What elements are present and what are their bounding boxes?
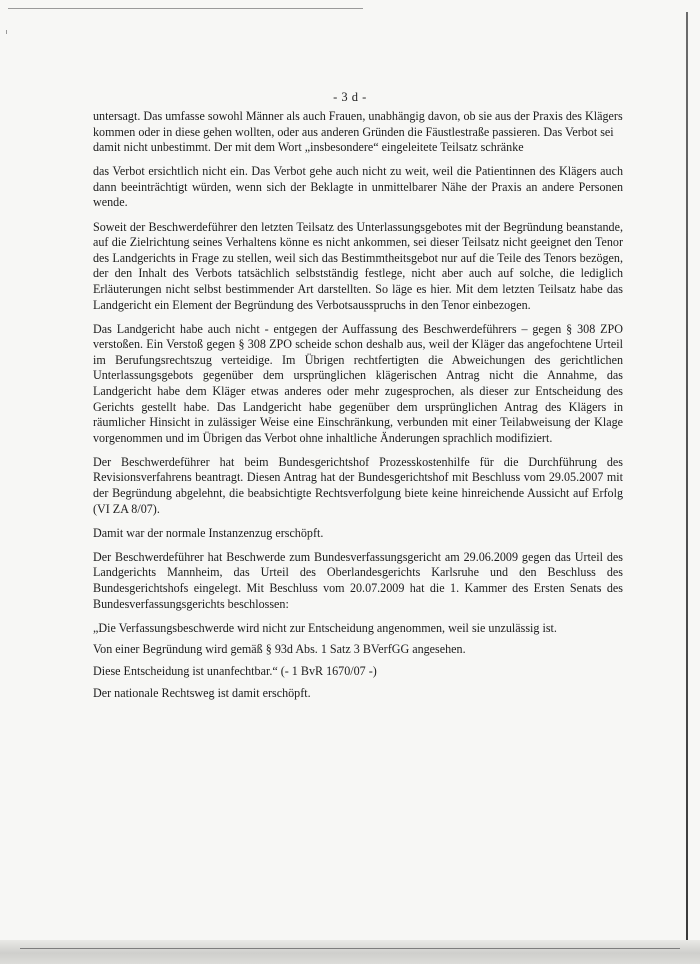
- quote-line-2: Von einer Begründung wird gemäß § 93d Abs. 1 Satz 3 BVerfGG angesehen.: [93, 642, 466, 657]
- paragraph-5: Der Beschwerdeführer hat beim Bundesgerichtshof Prozesskostenhilfe für die Durchführung des Revisionsverfahrens beantragt. Diesen Antrag hat der Bundesgerichtshof mit Beschluss vom 29.05.2007 mit der Begründung abgelehnt, die beabsichtigte Rechtsverfolgung biete keine hinreichende Aussicht auf Erfolg (VI ZA 8/07).: [93, 454, 623, 516]
- paragraph-1: untersagt. Das umfasse sowohl Männer als auch Frauen, unabhängig davon, ob sie aus der Praxis des Klägers kommen oder in diese gehen wollten, oder aus anderen Gründen die Fäustlestraße passieren. Das Verbot sei damit nicht unbestimmt. Der mit dem Wort „insbesondere“ eingeleitete Teilsatz schränke: [93, 109, 623, 155]
- paragraph-3: Soweit der Beschwerdeführer den letzten Teilsatz des Unterlassungsgebotes mit der Begründung beanstande, auf die Zielrichtung seines Verhaltens könne es nicht ankommen, sei dieser Teilsatz nicht geeignet den Tenor des Landgerichts in Frage zu stellen, weil sich das Bestimmtheitsgebot nur auf die Teile des Tenors bezögen, der den Inhalt des Verbots tatsächlich selbstständig festlege, nicht aber auch auf solche, die lediglich Erläuterungen nicht selbst bestimmender Art darstellten. So läge es hier. Mit dem letzten Teilsatz habe das Landgericht ein Element der Begründung des Verbotsausspruchs in den Tenor einbezogen.: [93, 219, 623, 312]
- scan-bottom-rule: [20, 948, 680, 949]
- quote-line-1: „Die Verfassungsbeschwerde wird nicht zur Entscheidung angenommen, weil sie unzulässig ist.: [93, 620, 557, 635]
- paragraph-4: Das Landgericht habe auch nicht - entgegen der Auffassung des Beschwerdeführers – gegen § 308 ZPO verstoßen. Ein Verstoß gegen § 308 ZPO scheide schon deshalb aus, weil der Kläger das angefochtene Urteil im Berufungsrechtszug verteidige. Im Übrigen rechtfertigten die Abweichungen des gerichtlichen Unterlassungsgebots gegenüber dem ursprünglichen klägerischen Antrag nicht die Annahme, das Landgericht habe dem Kläger etwas anderes oder mehr zugesprochen, als dieser zur Entscheidung des Gerichts gestellt habe. Das Landgericht habe gegenüber dem ursprünglichen Antrag des Klägers in räumlicher Hinsicht in zulässiger Weise eine Einschränkung, verbunden mit einer Teilabweisung der Klage vorgenommen und im Übrigen das Verbot ohne inhaltliche Änderungen sprachlich modifiziert.: [93, 321, 623, 445]
- scan-mark: [6, 30, 7, 34]
- scan-bottom-shadow: [0, 940, 700, 964]
- paragraph-6: Damit war der normale Instanzenzug erschöpft.: [93, 525, 324, 540]
- scan-top-rule: [8, 8, 363, 9]
- paragraph-2: das Verbot ersichtlich nicht ein. Das Verbot gehe auch nicht zu weit, weil die Patientinnen des Klägers auch dann beeinträchtigt würden, wenn sich der Beklagte in unmittelbarer Nähe der Praxis an andere Personen wende.: [93, 164, 623, 210]
- paragraph-final: Der nationale Rechtsweg ist damit erschöpft.: [93, 685, 311, 700]
- page-number: - 3 d -: [333, 90, 367, 104]
- quote-line-3: Diese Entscheidung ist unanfechtbar.“ (- 1 BvR 1670/07 -): [93, 663, 377, 678]
- scan-right-edge: [686, 12, 688, 946]
- document-body: [93, 109, 623, 710]
- paragraph-7: Der Beschwerdeführer hat Beschwerde zum Bundesverfassungsgericht am 29.06.2009 gegen das Urteil des Landgerichts Mannheim, das Urteil des Oberlandesgerichts Karlsruhe und den Beschluss des Bundesgerichtshofs eingelegt. Mit Beschluss vom 20.07.2009 hat die 1. Kammer des Ersten Senats des Bundesverfassungsgerichts beschlossen:: [93, 549, 623, 611]
